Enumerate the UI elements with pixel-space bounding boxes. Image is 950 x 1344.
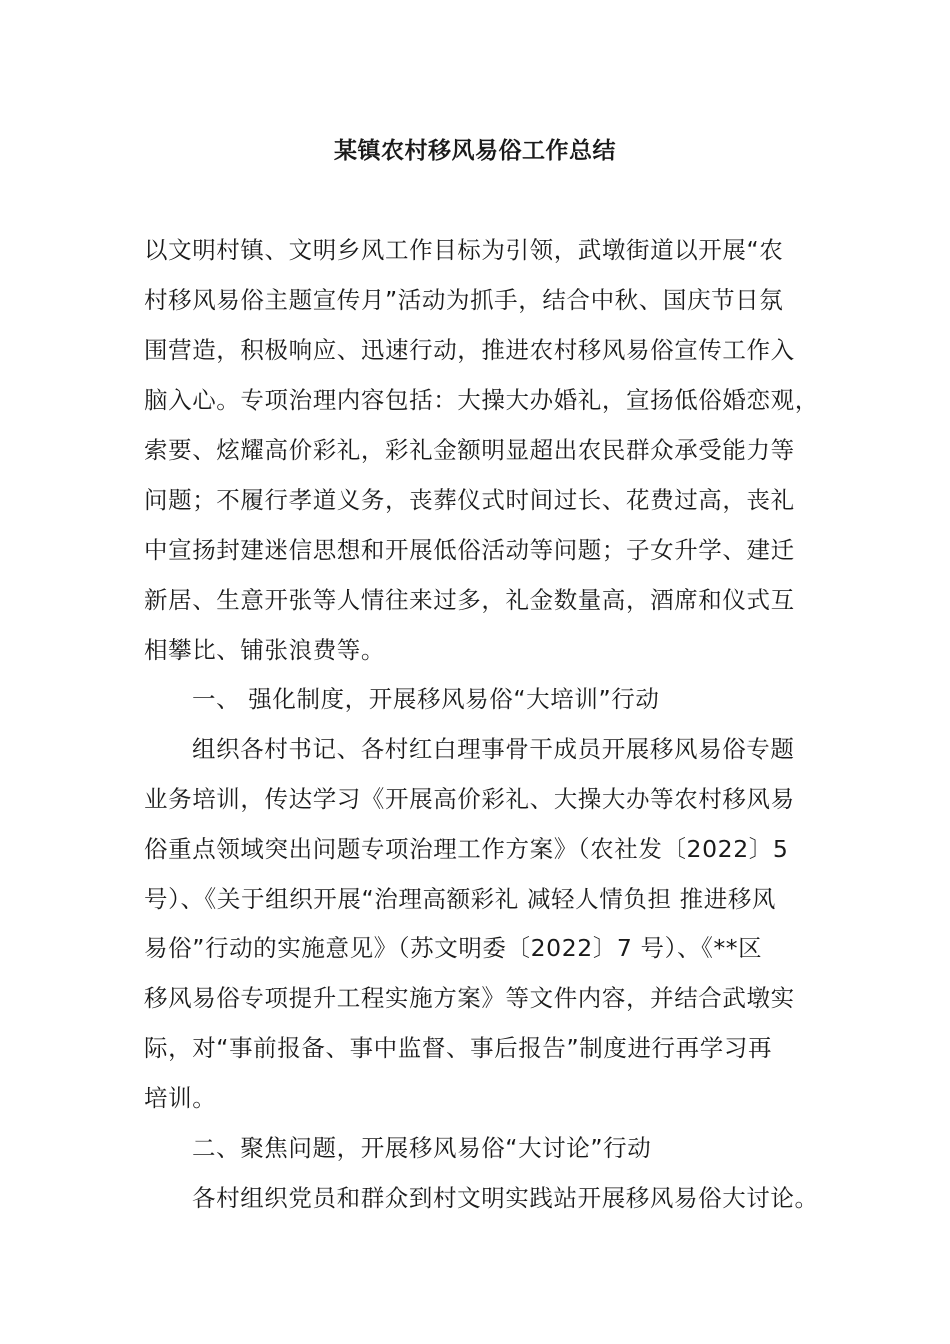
body-line: 各村组织党员和群众到村文明实践站开展移风易俗大讨论。 [192, 1184, 819, 1212]
body-line: 号）、《关于组织开展“治理高额彩礼 减轻人情负担 推进移风 [144, 885, 777, 913]
body-line: 移风易俗专项提升工程实施方案》等文件内容，并结合武墩实 [144, 984, 795, 1012]
body-line: 中宣扬封建迷信思想和开展低俗活动等问题；子女升学、建迁 [144, 536, 795, 564]
body-line: 易俗”行动的实施意见》（苏文明委〔2022〕7 号）、《**区 [144, 934, 763, 962]
document-title: 某镇农村移风易俗工作总结 [334, 138, 616, 164]
body-line: 培训。 [144, 1084, 217, 1112]
body-line: 以文明村镇、文明乡风工作目标为引领，武墩街道以开展“农 [144, 236, 784, 264]
body-line: 新居、生意开张等人情往来过多，礼金数量高，酒席和仪式互 [144, 586, 795, 614]
body-line: 际，对“事前报备、事中监督、事后报告”制度进行再学习再 [144, 1034, 773, 1062]
body-line: 围营造，积极响应、迅速行动，推进农村移风易俗宣传工作入 [144, 336, 795, 364]
body-line: 索要、炫耀高价彩礼，彩礼金额明显超出农民群众承受能力等 [144, 436, 795, 464]
section-heading: 二、聚焦问题，开展移风易俗“大讨论”行动 [192, 1134, 652, 1162]
body-line: 问题；不履行孝道义务，丧葬仪式时间过长、花费过高，丧礼 [144, 486, 795, 514]
section-heading: 一、 强化制度，开展移风易俗“大培训”行动 [192, 685, 660, 713]
body-line: 俗重点领域突出问题专项治理工作方案》（农社发〔2022〕5 [144, 835, 789, 863]
body-line: 业务培训，传达学习《开展高价彩礼、大操大办等农村移风易 [144, 785, 795, 813]
body-line: 村移风易俗主题宣传月”活动为抓手，结合中秋、国庆节日氛 [144, 286, 784, 314]
body-line: 组织各村书记、各村红白理事骨干成员开展移风易俗专题 [192, 735, 795, 763]
body-line: 相攀比、铺张浪费等。 [144, 636, 385, 664]
body-line: 脑入心。专项治理内容包括：大操大办婚礼，宣扬低俗婚恋观， [144, 386, 819, 414]
